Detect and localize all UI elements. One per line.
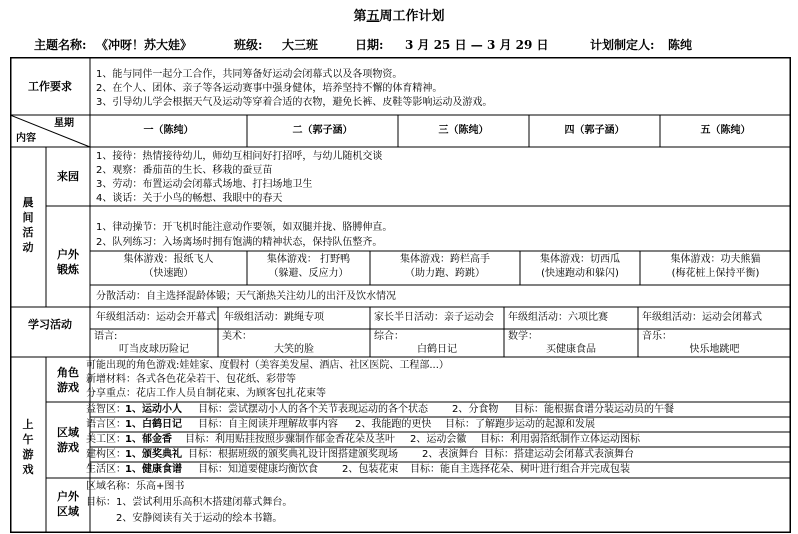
week-number: 五 <box>366 9 380 24</box>
area-goal-1: 目标：利用贴挂按照步骤制作郁金香花朵及茎叶 <box>185 434 395 445</box>
group-game-skill: （躲避、反应力） <box>268 268 349 279</box>
subject-label: 语言: <box>94 331 118 342</box>
area-name: 语言区： <box>86 419 126 430</box>
group-game-name: 集体游戏：报纸飞人 <box>123 254 214 265</box>
group-game-skill: （助力跑、跨跳） <box>405 268 485 279</box>
group-game-name: 集体游戏：切西瓜 <box>540 254 620 265</box>
requirement-item: 1、能与同伴一起分工合作，共同筹备好运动会闭幕式以及各项物资。 <box>96 69 403 80</box>
area-goal-1: 目标：自主阅读并理解故事内容 <box>198 419 338 430</box>
area-activity-1: 1、颁奖典礼 <box>125 449 182 460</box>
requirement-item: 3、引导幼儿学会根据天气及运动等穿着合适的衣物，避免长裤、皮鞋等影响运动及游戏。 <box>96 97 493 108</box>
group-game-skill: (快速跑动和躲闪) <box>541 268 619 279</box>
area-games-label: 区域游戏 <box>57 426 79 454</box>
subject-label: 综合： <box>374 331 404 342</box>
subject-label: 数学： <box>508 331 538 342</box>
lesson-title: 买健康食品 <box>546 344 596 355</box>
arrival-item: 3、劳动：布置运动会闭幕式场地、打扫场地卫生 <box>96 179 313 190</box>
outdoor-area-item: 区域名称：乐高+图书 <box>86 481 185 492</box>
area-name: 益智区： <box>86 404 126 415</box>
scattered-activity: 分散活动：自主选择混龄体锻；天气渐热关注幼儿的出汗及饮水情况 <box>96 291 396 302</box>
area-activity-1: 1、健康食谱 <box>125 464 182 475</box>
lesson-title: 大笑的脸 <box>274 344 314 355</box>
group-activity: 年级组活动：跳绳专项 <box>224 312 324 323</box>
area-goal-1: 目标：尝试摆动小人的各个关节表现运动的各个状态 <box>198 404 428 415</box>
day-header: 二（郭子涵） <box>292 125 353 136</box>
day-header: 四（郭子涵） <box>564 125 625 136</box>
requirement-item: 2、在个人、团体、亲子等各运动赛事中强身健体，培养坚持不懈的体育精神。 <box>96 83 443 94</box>
corner-weekday: 星期 <box>54 118 74 129</box>
role-play-item: 分享重点：花店工作人员自制花束、为顾客包扎花束等 <box>86 388 326 399</box>
group-activity: 家长半日活动：亲子运动会 <box>374 312 494 323</box>
group-game-name: 集体游戏：功夫熊猫 <box>670 254 761 265</box>
group-game-name: 集体游戏：跨栏高手 <box>400 254 490 265</box>
weekly-plan-table <box>10 57 791 533</box>
date-label: 日期: <box>355 38 384 52</box>
area-goal-2: 目标：能根据食谱分装运动员的午餐 <box>514 404 674 415</box>
group-game-skill: （快速跑） <box>143 268 194 279</box>
area-activity-1: 1、郁金香 <box>125 434 172 445</box>
requirements-label: 工作要求 <box>28 80 72 93</box>
morning-games-label: 上午游戏 <box>22 418 34 476</box>
planner-value: 陈纯 <box>668 38 693 52</box>
subject-label: 美术： <box>222 331 252 342</box>
role-play-label: 角色游戏 <box>57 366 79 394</box>
area-name: 美工区： <box>86 434 126 445</box>
role-play-item: 可能出现的角色游戏:娃娃家、度假村（美容美发屋、酒店、社区医院、工程部...） <box>86 360 449 371</box>
outdoor-exercise-item: 2、队列练习：入场离场时拥有饱满的精神状态，保持队伍整齐。 <box>96 237 383 248</box>
theme-label: 主题名称: <box>34 38 87 52</box>
area-goal-2: 目标：搭建运动会闭幕式表演舞台 <box>484 449 634 460</box>
area-activity-1: 1、运动小人 <box>125 404 182 415</box>
area-activity-2: 2、表演舞台 <box>422 449 479 460</box>
area-goal-2: 目标：了解跑步运动的起源和发展 <box>445 419 595 430</box>
area-activity-2: 2、运动会徽 <box>410 434 467 445</box>
day-header: 五（陈纯） <box>700 125 751 136</box>
group-game-name: 集体游戏： 打野鸭 <box>266 254 351 265</box>
planner-label: 计划制定人: <box>590 38 655 52</box>
area-activity-2: 2、分食物 <box>452 404 499 415</box>
theme-value: 《冲呀！苏大娃》 <box>96 38 193 52</box>
arrival-label: 来园 <box>57 170 79 183</box>
date-value: 3 月 25 日 — 3 月 29 日 <box>405 38 549 52</box>
page-title: 第五周工作计划 <box>353 9 445 24</box>
lesson-title: 白鹤日记 <box>417 344 457 355</box>
area-goal-1: 目标：根据班级的颁奖典礼设计图搭建颁奖现场 <box>188 449 398 460</box>
outdoor-area-item: 目标：1、尝试利用乐高积木搭建闭幕式舞台。 <box>86 497 293 508</box>
outdoor-exercise-label: 户外锻炼 <box>57 248 79 276</box>
study-activity-label: 学习活动 <box>28 318 72 331</box>
class-label: 班级: <box>234 38 263 52</box>
subject-label: 音乐： <box>642 331 672 342</box>
group-game-skill: (梅花桩上保持平衡) <box>671 268 760 279</box>
arrival-item: 4、谈话：关于小鸟的畅想、我眼中的春天 <box>96 193 283 204</box>
area-activity-2: 2、包装花束 <box>342 464 399 475</box>
arrival-item: 1、接待：热情接待幼儿，师幼互相问好打招呼，与幼儿随机交谈 <box>96 151 383 162</box>
area-goal-2: 目标：利用弱箔纸制作立体运动图标 <box>480 434 640 445</box>
morning-activity-label: 晨间活动 <box>22 196 34 254</box>
lesson-title: 快乐地跳吧 <box>689 344 740 355</box>
class-value: 大三班 <box>282 38 319 52</box>
area-activity-2: 2、我能跑的更快 <box>355 419 432 430</box>
arrival-item: 2、观察：番茄苗的生长、移栽的蚕豆苗 <box>96 165 273 176</box>
day-header: 一（陈纯） <box>143 125 194 136</box>
outdoor-area-label: 户外区域 <box>57 490 79 518</box>
group-activity: 年级组活动：六项比赛 <box>508 312 608 323</box>
area-activity-1: 1、白鹤日记 <box>125 419 182 430</box>
outdoor-area-item: 2、安静阅读有关于运动的绘本书籍。 <box>116 513 283 524</box>
group-activity: 年级组活动：运动会闭幕式 <box>642 312 762 323</box>
lesson-title: 叮当皮球历险记 <box>119 344 189 355</box>
corner-content: 内容 <box>16 133 36 144</box>
role-play-item: 新增材料：各式各色花朵若干、包花纸、彩带等 <box>86 374 296 385</box>
area-name: 建构区： <box>86 449 126 460</box>
area-goal-2: 目标：能自主选择花朵、树叶进行组合并完成包装 <box>410 464 630 475</box>
day-header: 三（陈纯） <box>438 125 489 136</box>
area-name: 生活区： <box>86 464 126 475</box>
group-activity: 年级组活动：运动会开幕式 <box>96 312 216 323</box>
outdoor-exercise-item: 1、律动操节：开飞机时能注意动作要领，如双腿并拢、胳膊伸直。 <box>96 222 393 233</box>
area-goal-1: 目标：知道要健康均衡饮食 <box>198 464 318 475</box>
